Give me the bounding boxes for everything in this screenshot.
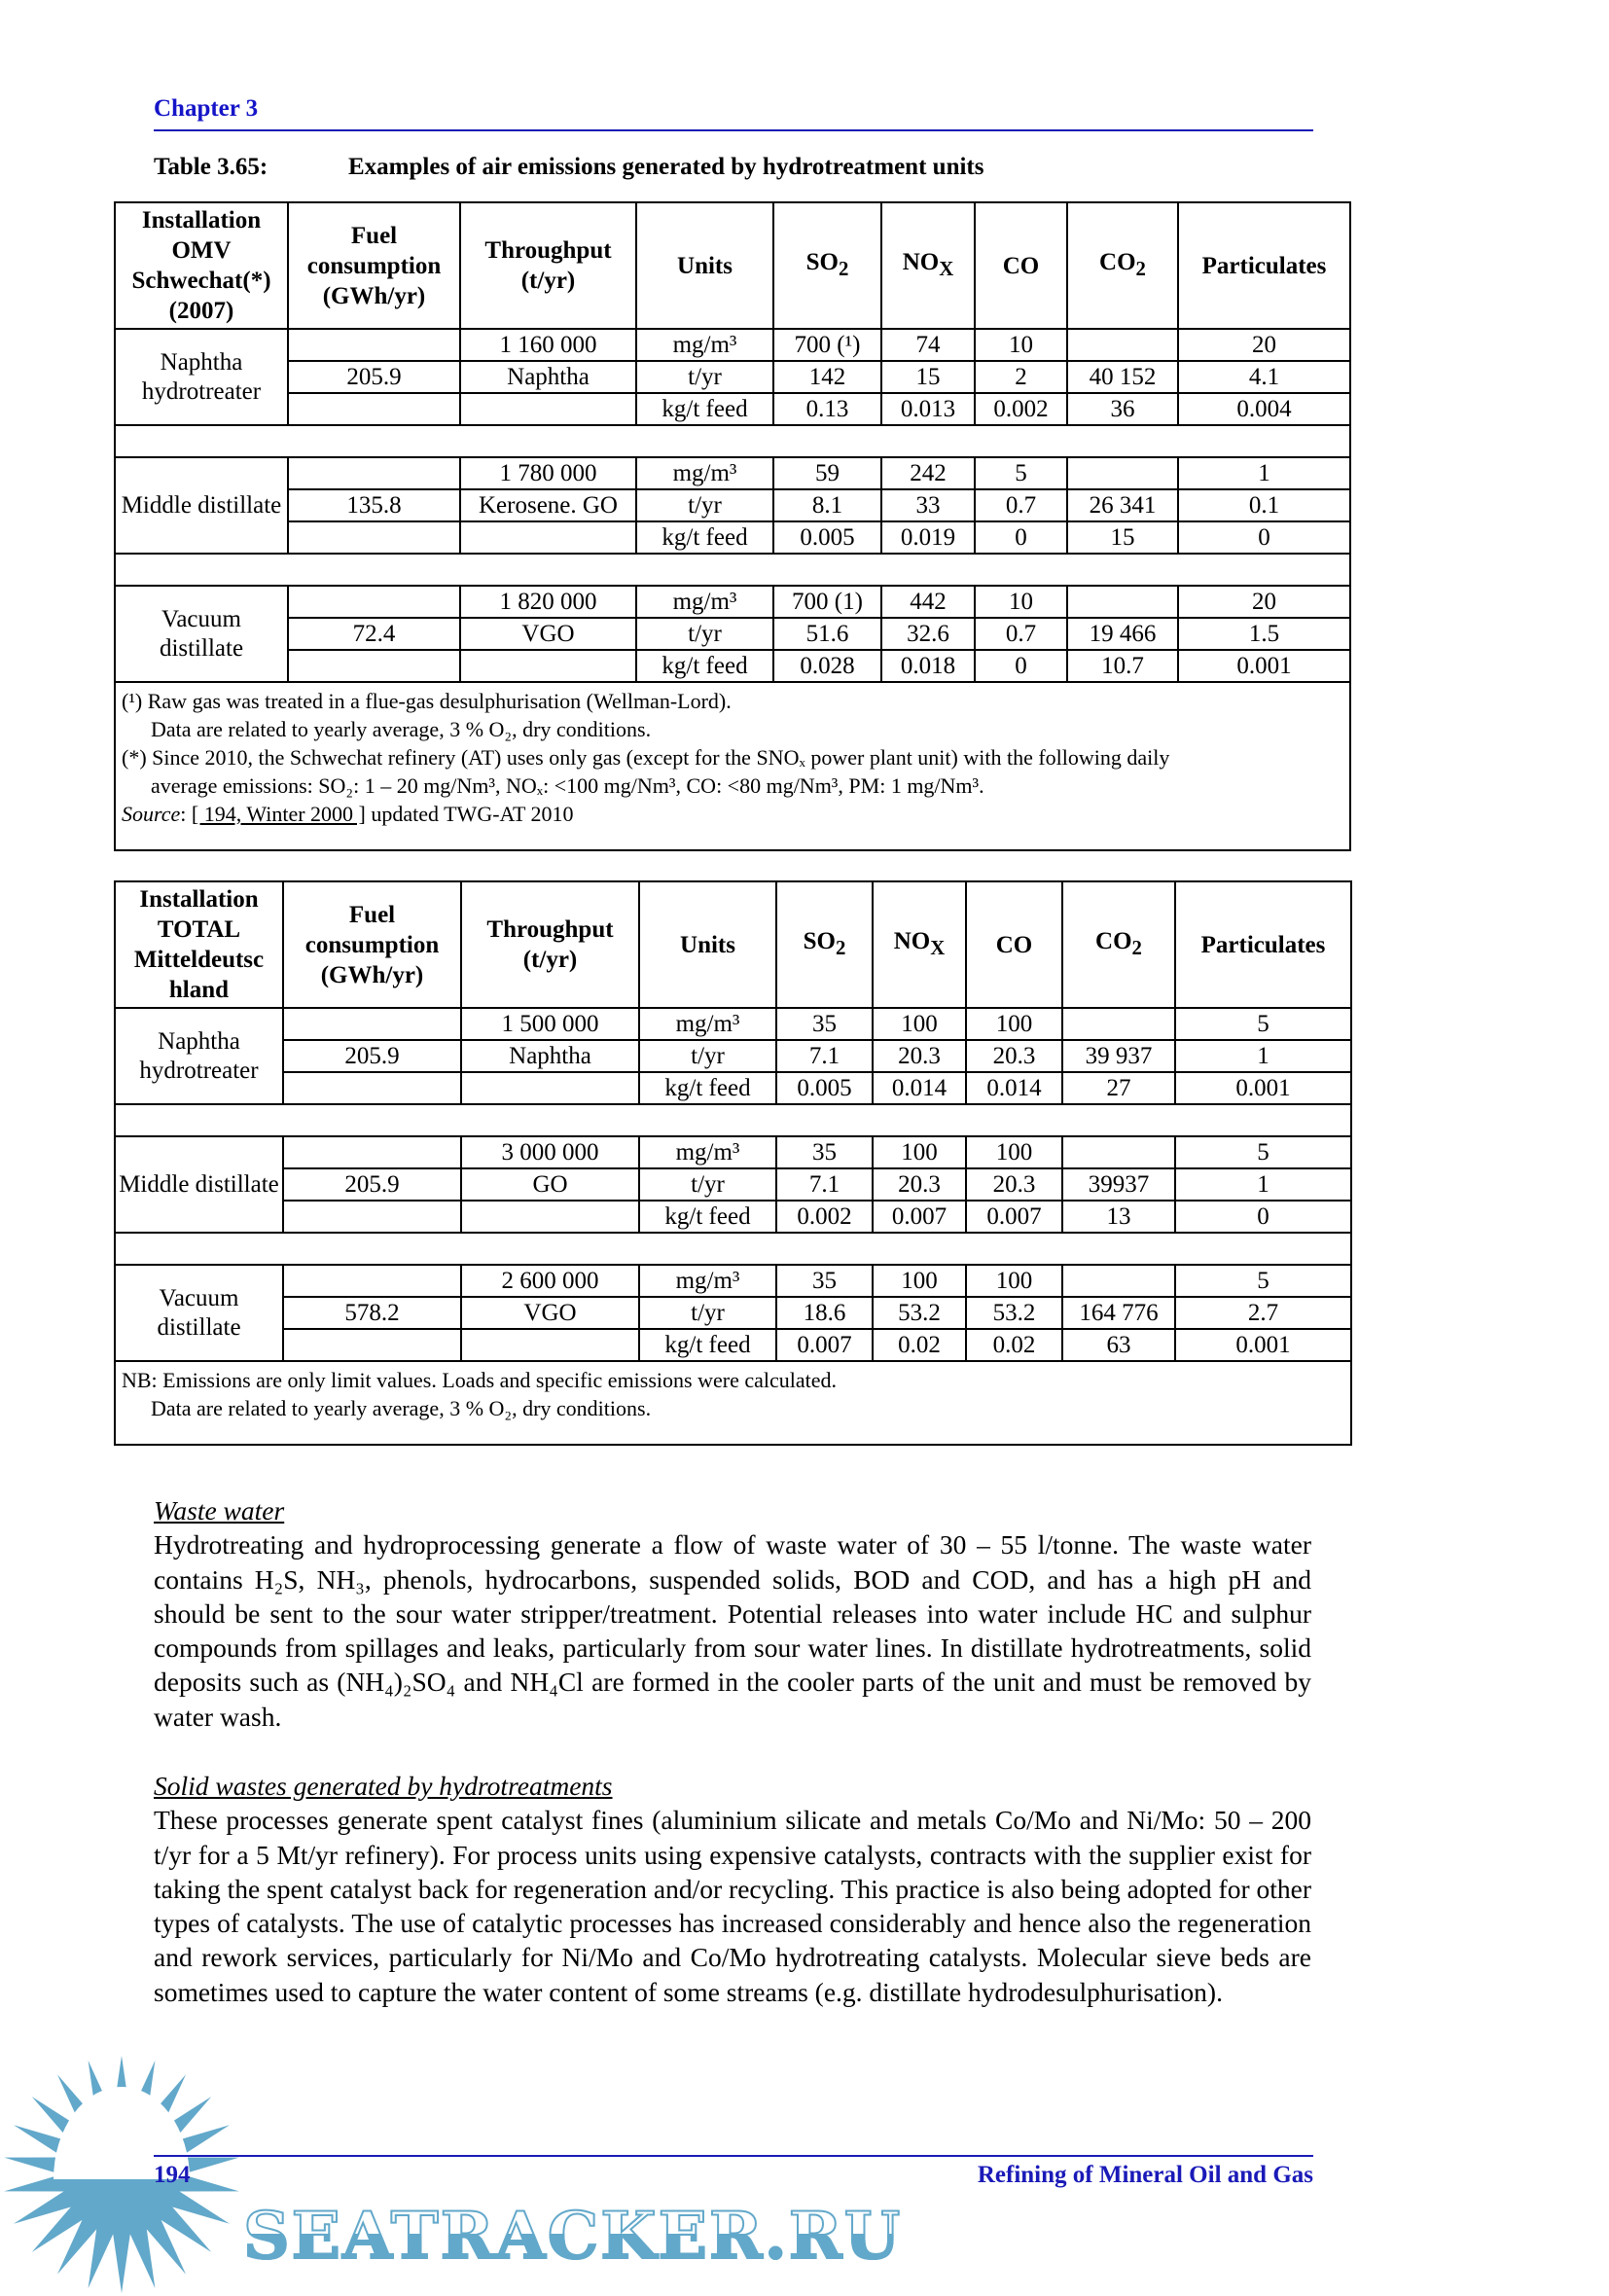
table-cell: 0 [975, 650, 1067, 682]
notes-cell [115, 1361, 1351, 1445]
table-cell: 1 160 000 [460, 329, 636, 361]
table-cell: 35 [776, 1008, 873, 1040]
table-cell: 1 [1175, 1168, 1351, 1201]
table-cell: 100 [966, 1265, 1062, 1297]
table-cell: 51.6 [773, 618, 881, 650]
section-heading: Solid wastes generated by hydrotreatments [154, 1771, 613, 1801]
watermark-sun-icon [0, 2053, 243, 2296]
column-header: Particulates [1175, 881, 1351, 1008]
notes-row [115, 1361, 1351, 1445]
table-cell: 0.014 [966, 1072, 1062, 1104]
table-cell: 15 [881, 361, 975, 393]
table-cell: 0.005 [776, 1072, 873, 1104]
table-cell [461, 1329, 639, 1361]
table-cell [288, 521, 460, 554]
table-cell: t/yr [639, 1168, 776, 1201]
footnote-line: Data are related to yearly average, 3 % O₂, dry conditions. [151, 717, 652, 741]
table-cell: 27 [1062, 1072, 1175, 1104]
table-cell: 0.007 [873, 1201, 966, 1233]
table-cell: 5 [975, 457, 1067, 489]
table-cell: mg/m³ [639, 1136, 776, 1168]
table-cell: 2 600 000 [461, 1265, 639, 1297]
table-cell: 1 780 000 [460, 457, 636, 489]
section-waste-water [154, 1493, 1311, 1734]
table-cell: 0.002 [776, 1201, 873, 1233]
table-cell: 700 (¹) [773, 329, 881, 361]
table-cell: 1 [1175, 1040, 1351, 1072]
column-header-installation: Installation OMV Schwechat(*) (2007) [115, 202, 288, 329]
source-rest: updated TWG-AT 2010 [365, 802, 574, 826]
table-cell: 1 820 000 [460, 586, 636, 618]
table-cell: 20.3 [966, 1040, 1062, 1072]
spacer-row [115, 425, 1350, 457]
table-cell: 10 [975, 329, 1067, 361]
table-cell [283, 1072, 461, 1104]
column-header: $SO_2$ [776, 881, 873, 1008]
table-cell: 10 [975, 586, 1067, 618]
table-cell [288, 457, 460, 489]
table-cell: kg/t feed [639, 1329, 776, 1361]
table-cell: 0.02 [873, 1329, 966, 1361]
table-cell: 20.3 [873, 1168, 966, 1201]
table-cell: 32.6 [881, 618, 975, 650]
table-cell: 20.3 [966, 1168, 1062, 1201]
unit-name-cell: Naphtha hydrotreater [115, 329, 288, 425]
header-row [115, 202, 1350, 329]
unit-name-cell: Vacuum distillate [115, 1265, 283, 1361]
table-cell: 578.2 [283, 1297, 461, 1329]
table-cell: t/yr [636, 361, 773, 393]
table-cell: 10.7 [1067, 650, 1178, 682]
table-cell: 0.007 [966, 1201, 1062, 1233]
table-cell: kg/t feed [639, 1201, 776, 1233]
table-cell [288, 329, 460, 361]
table-cell: 18.6 [776, 1297, 873, 1329]
column-header: CO [975, 202, 1067, 329]
table-cell [1067, 457, 1178, 489]
footnote-line: average emissions: SO₂: 1 – 20 mg/Nm³, NOₓ: <100 mg/Nm³, CO: <80 mg/Nm³, PM: 1 mg/Nm³. [151, 773, 984, 798]
table-cell: 100 [873, 1008, 966, 1040]
table-cell: 0.002 [975, 393, 1067, 425]
table-cell: 53.2 [873, 1297, 966, 1329]
table-cell: 0.1 [1178, 489, 1350, 521]
table-cell: 35 [776, 1265, 873, 1297]
header-row [115, 881, 1351, 1008]
table-number: Table 3.65: [154, 154, 268, 180]
table-cell: 0 [1178, 521, 1350, 554]
subscript: X [930, 936, 946, 959]
unit-name-cell: Middle distillate [115, 1136, 283, 1233]
table-cell: VGO [460, 618, 636, 650]
spacer-cell [115, 425, 1350, 457]
subscript: 2 [838, 257, 849, 280]
spacer-row [115, 1233, 1351, 1265]
column-header: $CO_2$ [1062, 881, 1175, 1008]
table-cell [461, 1072, 639, 1104]
table-cell: 39937 [1062, 1168, 1175, 1201]
footer-rule [154, 2155, 1313, 2157]
table-cell [283, 1201, 461, 1233]
table-cell: t/yr [636, 618, 773, 650]
table-row [115, 1201, 1351, 1233]
column-header: CO [966, 881, 1062, 1008]
column-header: Particulates [1178, 202, 1350, 329]
table-title: Examples of air emissions generated by hydrotreatment units [348, 154, 984, 180]
footnote-line: Data are related to yearly average, 3 % O₂, dry conditions. [151, 1396, 652, 1420]
table-cell: 74 [881, 329, 975, 361]
table-cell: 0.013 [881, 393, 975, 425]
table-cell [1062, 1008, 1175, 1040]
spacer-cell [115, 1104, 1351, 1136]
table-cell [1067, 586, 1178, 618]
unit-name-cell: Vacuum distillate [115, 586, 288, 682]
table-cell: 1.5 [1178, 618, 1350, 650]
table-cell: 36 [1067, 393, 1178, 425]
table-cell: GO [461, 1168, 639, 1201]
table-cell: 40 152 [1067, 361, 1178, 393]
table-cell: 135.8 [288, 489, 460, 521]
footnote-line: (*) Since 2010, the Schwechat refinery (AT) uses only gas (except for the SNOₓ power plant unit) with the following daily [122, 745, 1170, 770]
table-cell: Naphtha [461, 1040, 639, 1072]
subscript: X [939, 257, 954, 280]
table-cell: 20 [1178, 586, 1350, 618]
table-row [115, 329, 1350, 361]
section-body: These processes generate spent catalyst fines (aluminium silicate and metals Co/Mo and Ni/Mo: 50 – 200 t/yr for a 5 Mt/yr refinery). For process units using expensive catalysts, contracts with the supplier exist for taking the spent catalyst back for regeneration and/or recycling. This practice is also being adopted for other types of catalysts. The use of catalytic processes has increased considerably and hence also the regeneration and rework services, particularly for Ni/Mo and Co/Mo hydrotreating catalysts. Molecular sieve beds are sometimes used to capture the water content of some streams (e.g. distillate hydrodesulphurisation). [154, 1805, 1311, 2007]
table-cell: 19 466 [1067, 618, 1178, 650]
table-cell: 0.02 [966, 1329, 1062, 1361]
spacer-row [115, 554, 1350, 586]
table-cell: kg/t feed [639, 1072, 776, 1104]
table-cell: 5 [1175, 1265, 1351, 1297]
table-cell: 15 [1067, 521, 1178, 554]
table-cell: 63 [1062, 1329, 1175, 1361]
table-cell [460, 650, 636, 682]
table-cell: 100 [966, 1136, 1062, 1168]
table-row [115, 521, 1350, 554]
table-cell: 0.13 [773, 393, 881, 425]
column-header: Throughput (t/yr) [461, 881, 639, 1008]
table-cell [1067, 329, 1178, 361]
header-rule [154, 129, 1313, 131]
table-cell: 20.3 [873, 1040, 966, 1072]
table-caption [154, 154, 983, 181]
table-cell: 8.1 [773, 489, 881, 521]
table-cell: 33 [881, 489, 975, 521]
table-cell: 442 [881, 586, 975, 618]
subscript: 2 [1131, 936, 1142, 959]
notes-row [115, 682, 1350, 850]
table-cell [460, 393, 636, 425]
spacer-cell [115, 1233, 1351, 1265]
table-cell: 2 [975, 361, 1067, 393]
table-cell: 72.4 [288, 618, 460, 650]
table-row [115, 650, 1350, 682]
column-header: $NO_X$ [873, 881, 966, 1008]
table-cell: kg/t feed [636, 521, 773, 554]
watermark-logo: SEATRACKER.RU [243, 2198, 903, 2274]
table-row [115, 586, 1350, 618]
table-cell: mg/m³ [636, 586, 773, 618]
column-header: Units [636, 202, 773, 329]
table-row [115, 1168, 1351, 1201]
table-cell: 0.7 [975, 489, 1067, 521]
table-cell: 0.001 [1175, 1072, 1351, 1104]
table-cell: 100 [873, 1265, 966, 1297]
table-cell: t/yr [639, 1040, 776, 1072]
table-cell: 1 [1178, 457, 1350, 489]
table-row [115, 489, 1350, 521]
table-row [115, 1008, 1351, 1040]
section-solid-wastes [154, 1769, 1311, 2009]
unit-name-cell: Naphtha hydrotreater [115, 1008, 283, 1104]
table-cell: 205.9 [288, 361, 460, 393]
table-cell: 0.014 [873, 1072, 966, 1104]
table-cell [283, 1265, 461, 1297]
table-cell: 26 341 [1067, 489, 1178, 521]
table-cell [288, 586, 460, 618]
table-row [115, 1329, 1351, 1361]
table-cell [283, 1136, 461, 1168]
table-cell: 0 [1175, 1201, 1351, 1233]
table-cell [1062, 1136, 1175, 1168]
unit-name-cell: Middle distillate [115, 457, 288, 554]
table-cell: 5 [1175, 1136, 1351, 1168]
table-cell: 0.004 [1178, 393, 1350, 425]
table-cell: 0.028 [773, 650, 881, 682]
spacer-row [115, 1104, 1351, 1136]
column-header: $CO_2$ [1067, 202, 1178, 329]
table-cell: 0.7 [975, 618, 1067, 650]
table-cell: kg/t feed [636, 393, 773, 425]
table-cell: 7.1 [776, 1168, 873, 1201]
table-cell: 242 [881, 457, 975, 489]
footer-title: Refining of Mineral Oil and Gas [977, 2162, 1313, 2188]
table-cell: 4.1 [1178, 361, 1350, 393]
table-cell: 3 000 000 [461, 1136, 639, 1168]
section-heading: Waste water [154, 1495, 285, 1525]
table-cell: t/yr [636, 489, 773, 521]
section-body: Hydrotreating and hydroprocessing generate a flow of waste water of 30 – 55 l/tonne. The waste water contains H₂S, NH₃, phenols, hydrocarbons, suspended solids, BOD and COD, and has a high pH and should be sent to the sour water stripper/treatment. Potential releases into water include HC and sulphur compounds from spillages and leaks, particularly from sour water lines. In distillate hydrotreatments, solid deposits such as (NH₄)₂SO₄ and NH₄Cl are formed in the cooler parts of the unit and must be removed by water wash. [154, 1529, 1311, 1732]
table-row [115, 361, 1350, 393]
table-cell: mg/m³ [636, 457, 773, 489]
notes-cell [115, 682, 1350, 850]
table-cell: 100 [873, 1136, 966, 1168]
page-number: 194 [154, 2162, 191, 2188]
table-cell: 700 (1) [773, 586, 881, 618]
chapter-heading: Chapter 3 [154, 95, 259, 122]
table-cell: mg/m³ [639, 1265, 776, 1297]
column-header: Fuel consumption (GWh/yr) [283, 881, 461, 1008]
table-cell [460, 521, 636, 554]
source-line: Source: [ 194, Winter 2000 ] updated TWG-AT 2010 [122, 802, 574, 826]
column-header: Throughput (t/yr) [460, 202, 636, 329]
table-cell: kg/t feed [636, 650, 773, 682]
table-cell: 0.007 [776, 1329, 873, 1361]
table-cell: 205.9 [283, 1040, 461, 1072]
column-header: $NO_X$ [881, 202, 975, 329]
table-cell: 53.2 [966, 1297, 1062, 1329]
table-cell: 100 [966, 1008, 1062, 1040]
emissions-table-omv [114, 201, 1351, 851]
table-cell: t/yr [639, 1297, 776, 1329]
column-header: Fuel consumption (GWh/yr) [288, 202, 460, 329]
emissions-table-total [114, 880, 1352, 1446]
source-reference[interactable]: [ 194, Winter 2000 ] [191, 802, 366, 826]
table-row [115, 618, 1350, 650]
table-cell: Kerosene. GO [460, 489, 636, 521]
footnote-line: (¹) Raw gas was treated in a flue-gas desulphurisation (Wellman-Lord). [122, 689, 732, 713]
table-cell: 39 937 [1062, 1040, 1175, 1072]
table-cell: mg/m³ [639, 1008, 776, 1040]
column-header-installation: Installation TOTAL Mitteldeutsc hland [115, 881, 283, 1008]
table-cell: mg/m³ [636, 329, 773, 361]
table-cell: 0.019 [881, 521, 975, 554]
table-cell: 205.9 [283, 1168, 461, 1201]
table-cell: 7.1 [776, 1040, 873, 1072]
table-cell: 0.001 [1178, 650, 1350, 682]
table-cell: 1 500 000 [461, 1008, 639, 1040]
table-cell: Naphtha [460, 361, 636, 393]
table-cell: 142 [773, 361, 881, 393]
table-cell: 164 776 [1062, 1297, 1175, 1329]
table-row [115, 393, 1350, 425]
spacer-cell [115, 554, 1350, 586]
table-cell: 0 [975, 521, 1067, 554]
table-row [115, 1297, 1351, 1329]
subscript: 2 [835, 936, 846, 959]
table-cell [288, 650, 460, 682]
table-cell: VGO [461, 1297, 639, 1329]
table-cell [461, 1201, 639, 1233]
column-header: Units [639, 881, 776, 1008]
table-cell: 59 [773, 457, 881, 489]
table-cell: 2.7 [1175, 1297, 1351, 1329]
table-cell [288, 393, 460, 425]
table-cell: 13 [1062, 1201, 1175, 1233]
table-cell: 0.005 [773, 521, 881, 554]
footnote-line: NB: Emissions are only limit values. Loads and specific emissions were calculated. [122, 1368, 837, 1392]
table-cell: 20 [1178, 329, 1350, 361]
table-cell [283, 1329, 461, 1361]
table-cell [1062, 1265, 1175, 1297]
table-cell: 0.001 [1175, 1329, 1351, 1361]
table-row [115, 1072, 1351, 1104]
table-cell [283, 1008, 461, 1040]
table-cell: 35 [776, 1136, 873, 1168]
table-cell: 0.018 [881, 650, 975, 682]
subscript: 2 [1135, 257, 1146, 280]
column-header: $SO_2$ [773, 202, 881, 329]
table-row [115, 1265, 1351, 1297]
table-cell: 5 [1175, 1008, 1351, 1040]
source-label: Source [122, 802, 181, 826]
table-row [115, 1136, 1351, 1168]
table-row [115, 457, 1350, 489]
table-row [115, 1040, 1351, 1072]
